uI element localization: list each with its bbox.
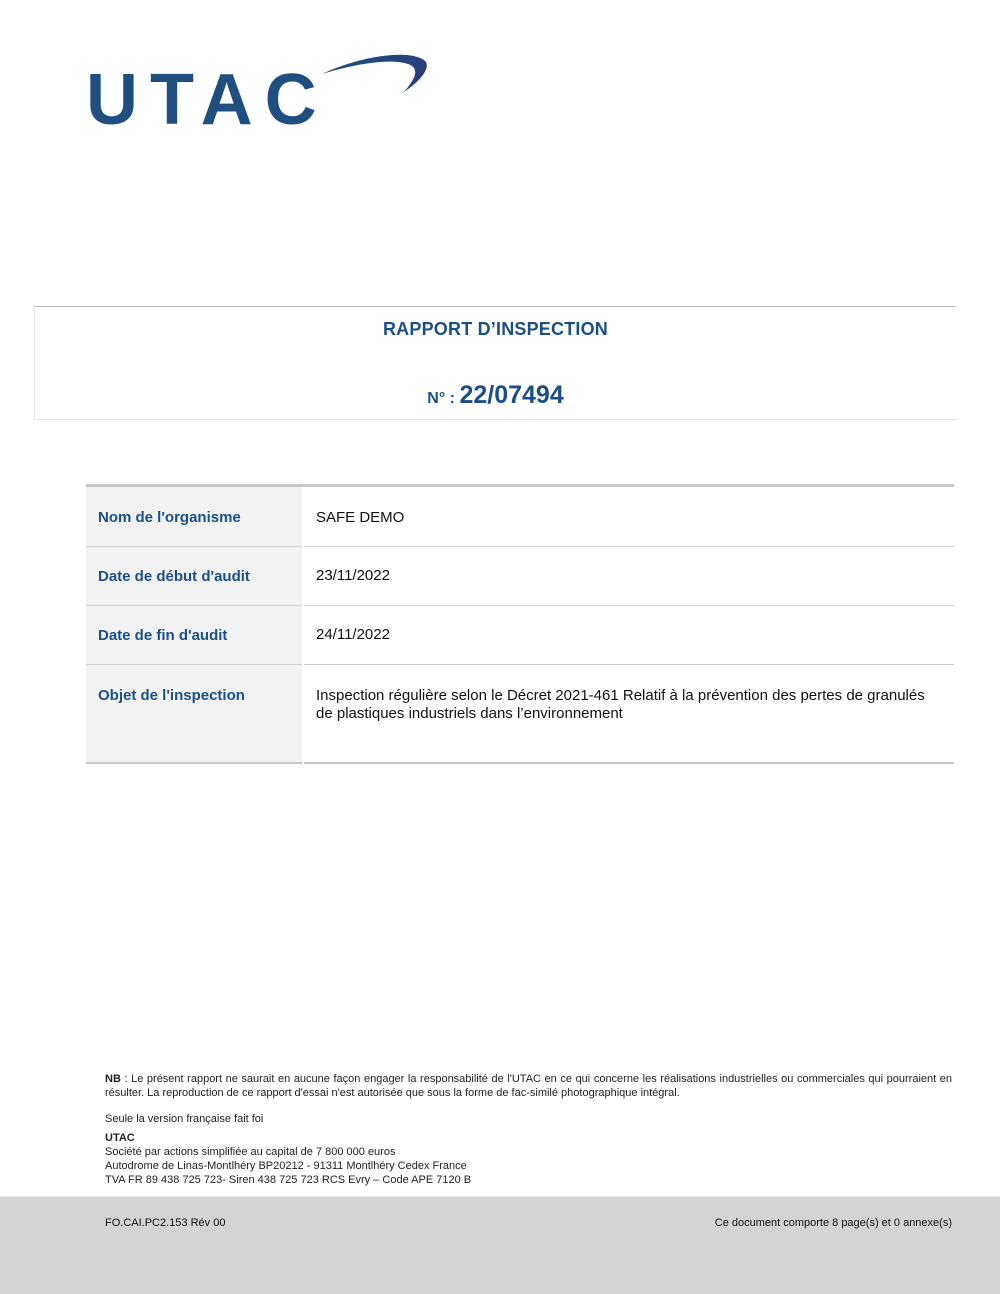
report-title: RAPPORT D’INSPECTION (382, 319, 609, 339)
report-number-value: 22/07494 (459, 381, 564, 409)
form-reference: FO.CAI.PC2.153 Rév 00 (105, 1217, 226, 1229)
legal-notes (105, 1072, 952, 1187)
company-capital: Société par actions simplifiée au capital de 7 800 000 euros (105, 1146, 396, 1158)
inspection-object-label: Objet de l'inspection (86, 665, 303, 764)
audit-start-value: 23/11/2022 (303, 547, 954, 606)
inspection-object-value: Inspection régulière selon le Décret 2021-461 Relatif à la prévention des pertes de granulés de plastiques industriels dans l’environnement (316, 687, 925, 722)
report-number (35, 381, 956, 410)
company-registration: TVA FR 89 438 725 723- Siren 438 725 723 RCS Evry – Code APE 7120 B (105, 1174, 472, 1186)
table-row (86, 665, 954, 764)
nb-disclaimer (105, 1072, 952, 1100)
page-footer (0, 1196, 1000, 1294)
language-note: Seule la version française fait foi (105, 1113, 264, 1125)
organisation-value: SAFE DEMO (303, 486, 954, 547)
table-row (86, 547, 954, 606)
report-number-prefix: N° : (427, 390, 455, 407)
organisation-label: Nom de l'organisme (86, 486, 303, 547)
nb-label: NB (105, 1073, 121, 1085)
page-count: Ce document comporte 8 page(s) et 0 annexe(s) (714, 1217, 952, 1229)
audit-end-label: Date de fin d'audit (86, 606, 303, 665)
audit-end-value: 24/11/2022 (303, 606, 954, 665)
details-table (86, 484, 954, 764)
logo-text: UTAC (86, 60, 329, 140)
table-row (86, 606, 954, 665)
nb-text: : Le présent rapport ne saurait en aucune façon engager la responsabilité de l'UTAC en ce qui concerne les réalisations industrielles ou commerciales qui pourraient en résulter. La reproduction de ce rapport d'essai n'est autorisée que sous la forme de fac-similé photographique intégral. (105, 1073, 952, 1099)
audit-start-label: Date de début d'audit (86, 547, 303, 606)
report-header (34, 306, 956, 420)
table-row (86, 486, 954, 547)
utac-logo (86, 50, 436, 140)
company-address: Autodrome de Linas-Montlhéry BP20212 - 91311 Montlhéry Cedex France (105, 1160, 467, 1172)
company-name: UTAC (105, 1132, 135, 1144)
footer-divider (0, 1196, 1000, 1197)
